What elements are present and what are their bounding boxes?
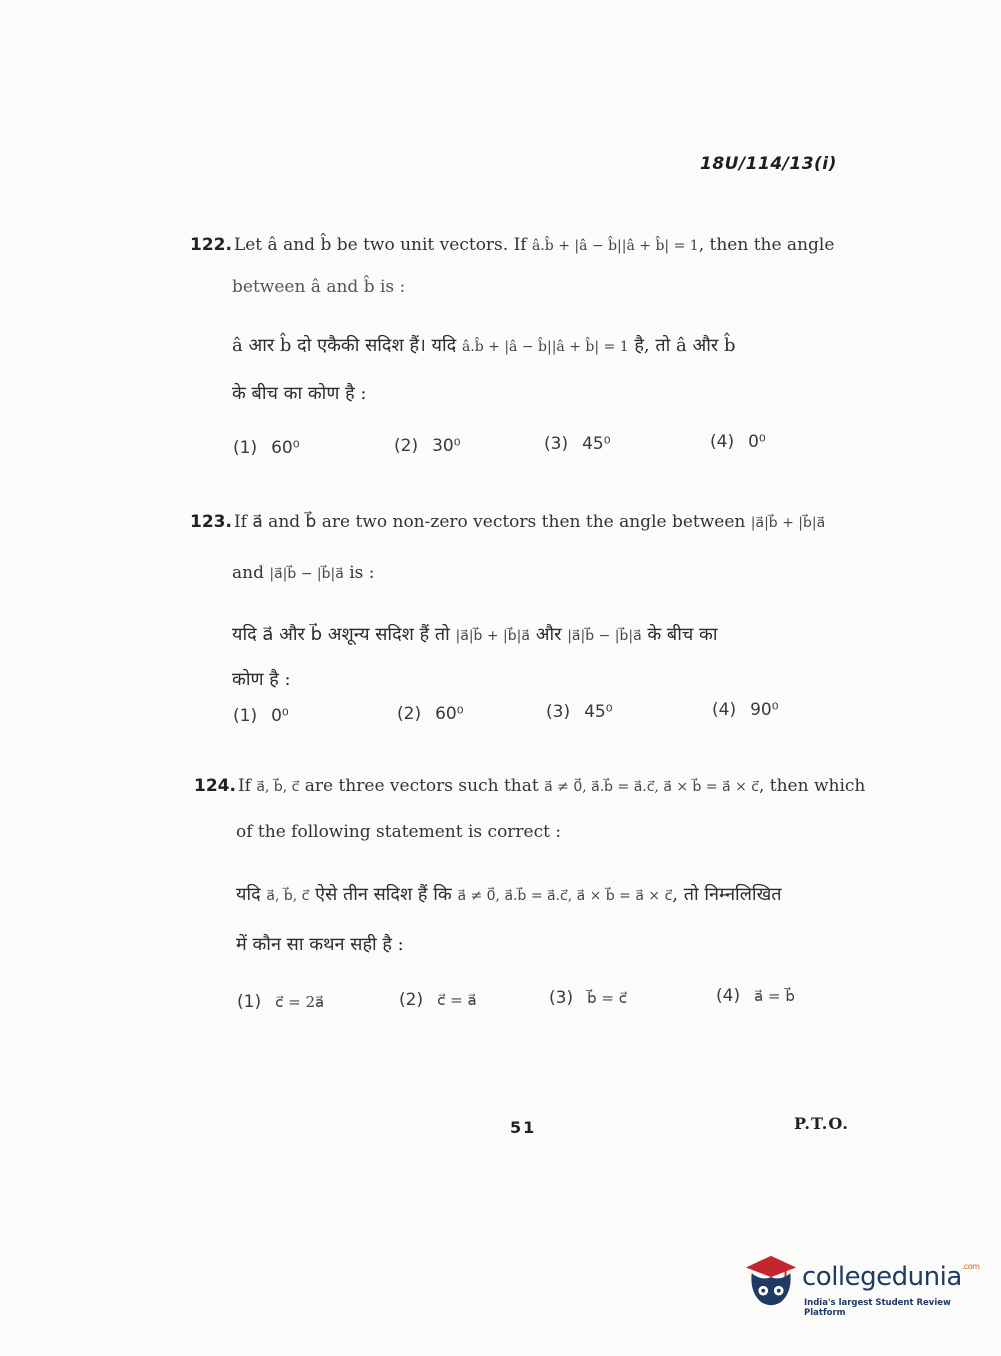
q124-english-line-1: 124. If a⃗, b⃗, c⃗ are three vectors such that a⃗ ≠ 0⃗, a⃗.b⃗ = a⃗.c⃗, a⃗ × b⃗ = a⃗ × c⃗, then which (194, 776, 866, 796)
page-number: 51 (510, 1118, 537, 1137)
q123-english-line-2: and |a⃗|b⃗ − |b⃗|a⃗ is : (232, 563, 375, 583)
equation: a⃗, b⃗, c⃗ (266, 888, 310, 904)
option-2: (2) 60⁰ (397, 704, 464, 724)
equation: a⃗ ≠ 0⃗, a⃗.b⃗ = a⃗.c⃗, a⃗ × b⃗ = a⃗ × c⃗ (544, 779, 759, 795)
option-2: (2) 30⁰ (394, 436, 461, 456)
equation: â.b̂ + |â − b̂||â + b̂| = 1 (461, 339, 629, 355)
equation: |a⃗|b⃗ + |b⃗|a⃗ (455, 628, 530, 644)
option-4: (4) 0⁰ (710, 432, 766, 452)
q122-english-line-2: between â and b̂ is : (232, 277, 406, 297)
q124-hindi-line-1: यदि a⃗, b⃗, c⃗ ऐसे तीन सदिश हैं कि a⃗ ≠ 0⃗, a⃗.b⃗ = a⃗.c⃗, a⃗ × b⃗ = a⃗ × c⃗, तो निम्नलिखित (236, 884, 782, 905)
option-4: (4) 90⁰ (712, 700, 779, 720)
option-3: (3) 45⁰ (544, 434, 611, 454)
option-1: (1) c⃗ = 2a⃗ (237, 992, 325, 1012)
equation: a⃗ ≠ 0⃗, a⃗.b⃗ = a⃗.c⃗, a⃗ × b⃗ = a⃗ × c⃗ (457, 888, 673, 904)
q123-hindi-line-1: यदि a⃗ और b⃗ अशून्य सदिश हैं तो |a⃗|b⃗ + |b⃗|a⃗ और |a⃗|b⃗ − |b⃗|a⃗ के बीच का (232, 624, 718, 645)
question-number: 122. (190, 235, 232, 255)
option-1: (1) 60⁰ (233, 438, 300, 458)
logo-wordmark: collegedunia$^{.com}$ (802, 1262, 980, 1292)
logo-tagline: India's largest Student Review Platform (804, 1298, 951, 1318)
q122-hindi-line-2: के बीच का कोण है : (232, 383, 367, 404)
pto-label: P.T.O. (794, 1114, 849, 1133)
question-number: 123. (190, 512, 232, 532)
mascot-icon (742, 1252, 800, 1310)
option-3: (3) b⃗ = c⃗ (549, 988, 627, 1008)
option-3: (3) 45⁰ (546, 702, 613, 722)
equation: a⃗, b⃗, c⃗ (256, 779, 300, 795)
equation: |a⃗|b⃗ − |b⃗|a⃗ (269, 566, 344, 582)
equation: â.b̂ + |â − b̂||â + b̂| = 1 (532, 238, 699, 254)
q124-hindi-line-2: में कौन सा कथन सही है : (236, 934, 404, 955)
question-number: 124. (194, 776, 236, 796)
q124-english-line-2: of the following statement is correct : (236, 822, 562, 842)
option-4: (4) a⃗ = b⃗ (716, 986, 795, 1006)
q122-english-line-1: 122. Let â and b̂ be two unit vectors. If â.b̂ + |â − b̂||â + b̂| = 1, then the angle (190, 235, 835, 255)
equation: |a⃗|b⃗ + |b⃗|a⃗ (750, 515, 826, 531)
option-2: (2) c⃗ = a⃗ (399, 990, 477, 1010)
paper-code: 18U/114/13(i) (700, 154, 837, 174)
q122-hindi-line-1: â आर b̂ दो एकैकी सदिश हैं। यदि â.b̂ + |â − b̂||â + b̂| = 1 है, तो â और b̂ (232, 335, 736, 356)
collegedunia-logo (742, 1248, 980, 1318)
equation: |a⃗|b⃗ − |b⃗|a⃗ (567, 628, 642, 644)
option-1: (1) 0⁰ (233, 706, 289, 726)
q123-english-line-1: 123. If a⃗ and b⃗ are two non-zero vectors then the angle between |a⃗|b⃗ + |b⃗|a⃗ (190, 512, 826, 532)
q123-hindi-line-2: कोण है : (232, 669, 291, 690)
